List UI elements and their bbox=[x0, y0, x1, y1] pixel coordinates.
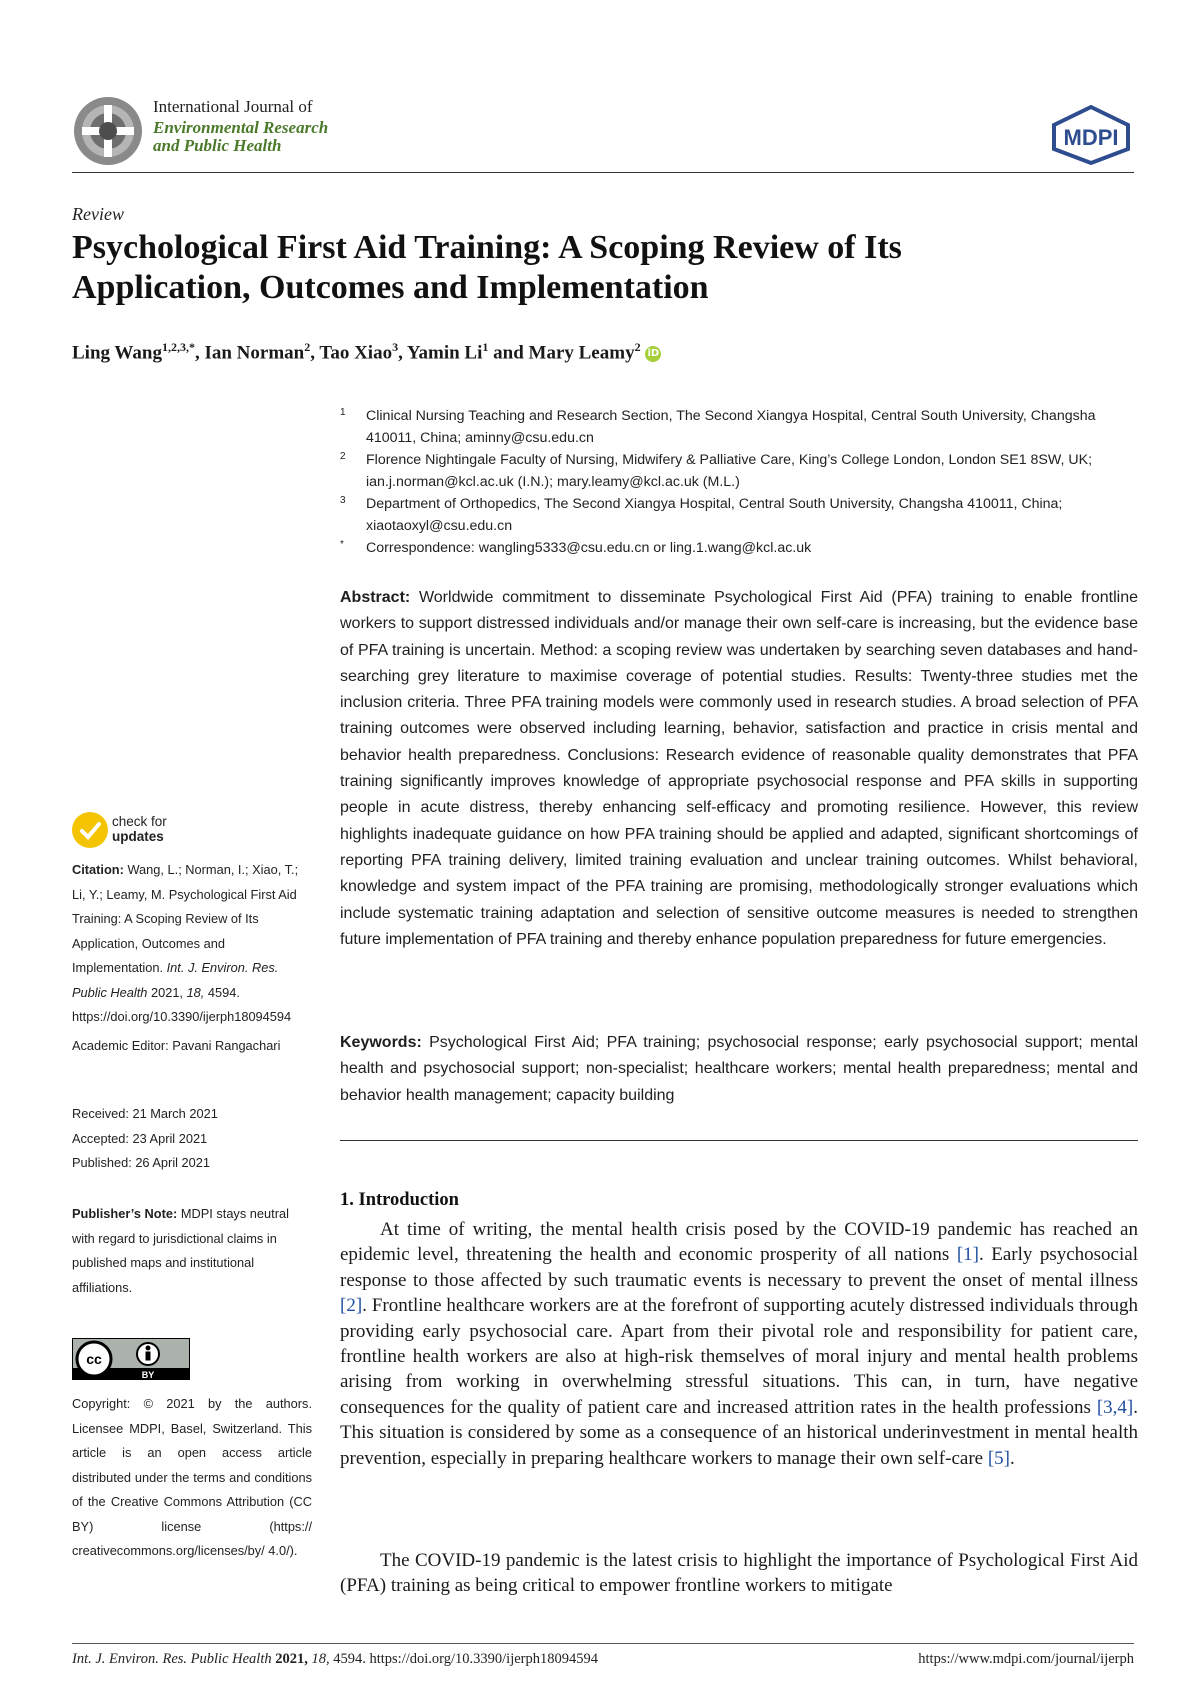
footer-doi-link[interactable]: 4594. https://doi.org/10.3390/ijerph18094594 bbox=[333, 1651, 598, 1667]
affiliation-item bbox=[340, 406, 1140, 449]
citation-link[interactable]: [3,4] bbox=[1096, 1396, 1134, 1418]
author-separator: , bbox=[194, 342, 205, 364]
academic-editor: Academic Editor: Pavani Rangachari bbox=[72, 1038, 281, 1053]
correspondence-text[interactable]: Correspondence: wangling5333@csu.edu.cn or ling.1.wang@kcl.ac.uk bbox=[366, 540, 812, 556]
author-list bbox=[72, 340, 661, 364]
citation-link[interactable]: [5] bbox=[987, 1447, 1010, 1469]
author-affiliation-marker[interactable]: 2 bbox=[304, 340, 311, 354]
cc-license-label: BY bbox=[141, 1370, 155, 1380]
copyright-notice: Copyright: © 2021 by the authors. Licensee MDPI, Basel, Switzerland. This article is an open access article distributed under the terms and conditions of the Creative Commons Attribution (CC BY) license (https:// creativecommons.org/licenses/by/ 4.0/). bbox=[72, 1396, 312, 1558]
affiliation-text: Department of Orthopedics, The Second Xiangya Hospital, Central South University, Changsha 410011, China; xiaotaoxyl@csu.edu.cn bbox=[366, 496, 1063, 534]
svg-text:cc: cc bbox=[86, 1351, 102, 1367]
affiliation-number: 3 bbox=[340, 495, 346, 506]
intro-paragraph bbox=[340, 1217, 1138, 1471]
citation-label: Citation: bbox=[72, 862, 124, 877]
author-separator: and bbox=[488, 342, 529, 364]
publisher-note-text: MDPI stays neutral with regard to jurisdictional claims in published maps and institutional affiliations. bbox=[72, 1206, 289, 1295]
journal-subtitle bbox=[153, 119, 328, 155]
affiliation-item bbox=[340, 494, 1140, 537]
intro-text: . bbox=[1009, 1447, 1015, 1469]
abstract bbox=[340, 585, 1138, 953]
author-name[interactable]: Tao Xiao bbox=[319, 342, 393, 364]
section-divider bbox=[340, 1140, 1138, 1141]
accepted-date: Accepted: 23 April 2021 bbox=[72, 1130, 208, 1146]
author-name[interactable]: Yamin Li bbox=[406, 342, 483, 364]
intro-paragraph: The COVID-19 pandemic is the latest crisis to highlight the importance of Psychological First Aid (PFA) training as being critical to empower frontline workers to mitigate bbox=[340, 1550, 1138, 1597]
citation-link[interactable]: [1] bbox=[956, 1244, 979, 1266]
author-name[interactable]: Ling Wang bbox=[72, 342, 162, 364]
check-updates-line1: check for bbox=[112, 814, 167, 829]
svg-text:MDPI: MDPI bbox=[1063, 125, 1119, 150]
footer-volume: 18, bbox=[311, 1651, 330, 1667]
footer-citation bbox=[72, 1651, 598, 1668]
abstract-label: Abstract: bbox=[340, 589, 411, 606]
keywords bbox=[340, 1030, 1138, 1109]
check-for-updates-label bbox=[112, 814, 167, 844]
correspondence bbox=[340, 538, 1140, 560]
author-separator: , bbox=[398, 342, 407, 364]
publisher-note bbox=[72, 1202, 312, 1300]
check-updates-line2: updates bbox=[112, 829, 164, 844]
publisher-note-label: Publisher’s Note: bbox=[72, 1206, 178, 1221]
cc-by-license-icon[interactable] bbox=[72, 1338, 190, 1380]
intro-text: . Early psychosocial response to those affected by such traumatic events is necessary to prevent the onset of mental illness bbox=[340, 1244, 1138, 1291]
section-heading: 1. Introduction bbox=[340, 1190, 459, 1210]
citation-block bbox=[72, 858, 312, 1030]
citation-journal: Int. J. Environ. Res. Public Health bbox=[72, 960, 279, 1000]
journal-subtitle-line1: Environmental Research bbox=[153, 118, 329, 137]
citation-link[interactable]: [2] bbox=[340, 1295, 363, 1317]
author-separator: , bbox=[310, 342, 320, 364]
author-affiliation-marker[interactable]: 1,2,3,* bbox=[161, 340, 195, 354]
journal-name: International Journal of bbox=[153, 97, 313, 116]
header-divider bbox=[72, 172, 1134, 173]
abstract-text: Worldwide commitment to disseminate Psychological First Aid (PFA) training to enable frontline workers to support distressed individuals and/or manage their own self-care is increasing, but the evidence base of PFA training is uncertain. Method: a scoping review was undertaken by searching seven databases and hand-searching grey literature to maximise coverage of potential studies. Results: Twenty-three studies met the inclusion criteria. Three PFA training models were commonly used in research studies. A broad selection of PFA training outcomes were observed including learning, behavior, satisfaction and practice in crisis mental and behavior health preparedness. Conclusions: Research evidence of reasonable quality demonstrates that PFA training significantly improves knowledge of appropriate psychosocial response and PFA skills in supporting people in acute distress, thereby enhancing self-efficacy and promoting resilience. However, this review highlights inadequate guidance on how PFA training should be applied and adapted, significant shortcomings of reporting PFA training delivery, limited training evaluation and unclear training outcomes. Whilst behavioral, knowledge and system impact of the PFA training are promising, methodologically stronger evaluations which include systematic training adaptation and selection of sensitive outcome measures is needed to strengthen future implementation of PFA training and thereby enhance population preparedness for future emergencies. bbox=[340, 589, 1138, 948]
published-date: Published: 26 April 2021 bbox=[72, 1155, 211, 1170]
check-icon bbox=[72, 812, 108, 848]
publication-dates bbox=[72, 1102, 312, 1176]
keywords-label: Keywords: bbox=[340, 1034, 422, 1051]
citation-year: 2021, bbox=[150, 984, 183, 1000]
intro-text: At time of writing, the mental health crisis posed by the COVID-19 pandemic has reached an epidemic level, threatening the health and economic prosperity of all nations bbox=[340, 1219, 1138, 1266]
affiliation-number: 1 bbox=[340, 407, 346, 418]
affiliation-text: Clinical Nursing Teaching and Research Section, The Second Xiangya Hospital, Central South University, Changsha 410011, China; aminny@csu.edu.cn bbox=[366, 408, 1096, 446]
author-affiliation-marker[interactable]: 2 bbox=[634, 340, 641, 354]
received-date: Received: 21 March 2021 bbox=[72, 1106, 218, 1121]
footer-journal-url[interactable]: https://www.mdpi.com/journal/ijerph bbox=[918, 1651, 1134, 1667]
citation-volume: 18, bbox=[186, 984, 205, 1000]
footer-journal: Int. J. Environ. Res. Public Health bbox=[72, 1651, 272, 1667]
author-name[interactable]: Mary Leamy bbox=[528, 342, 635, 364]
article-type: Review bbox=[72, 204, 124, 224]
intro-text: . Frontline healthcare workers are at the forefront of supporting acutely distressed individuals through providing early psychosocial care. Apart from their pivotal role and responsibility for patient care, frontline health workers are also at high-risk themselves of moral injury and mental health problems arising from working in overwhelming stressful situations. This can, in turn, have negative consequences for the quality of patient care and increased attrition rates in the health professions bbox=[340, 1295, 1138, 1418]
citation-doi-link[interactable]: 4594. https://doi.org/10.3390/ijerph18094594 bbox=[72, 984, 292, 1024]
author-affiliation-marker[interactable]: 3 bbox=[392, 340, 399, 354]
article-title: Psychological First Aid Training: A Scoping Review of Its Application, Outcomes and Implementation bbox=[72, 229, 902, 306]
keywords-text: Psychological First Aid; PFA training; psychosocial response; early psychosocial support; mental health and psychosocial support; non-specialist; healthcare workers; mental health preparedness; mental and behavior health management; capacity building bbox=[340, 1034, 1139, 1104]
affiliation-number: 2 bbox=[340, 451, 346, 462]
affiliation-number: * bbox=[340, 539, 344, 550]
intro-text: . This situation is considered by some as a consequence of an historical underinvestment in mental health prevention, especially in preparing healthcare workers to manage their own self-care bbox=[340, 1396, 1138, 1469]
footer-divider bbox=[72, 1643, 1134, 1644]
author-name[interactable]: Ian Norman bbox=[204, 342, 305, 364]
affiliation-text: Florence Nightingale Faculty of Nursing, Midwifery & Palliative Care, King’s College London, London SE1 8SW, UK; ian.j.norman@kcl.ac.uk (I.N.); mary.leamy@kcl.ac.uk (M.L.) bbox=[366, 452, 1093, 490]
mdpi-logo-icon[interactable] bbox=[1048, 105, 1134, 165]
footer-year: 2021, bbox=[275, 1651, 308, 1667]
orcid-icon[interactable]: iD bbox=[645, 346, 661, 362]
journal-subtitle-line2: and Public Health bbox=[153, 136, 282, 155]
affiliation-item bbox=[340, 450, 1140, 493]
citation-text: Wang, L.; Norman, I.; Xiao, T.; Li, Y.; Leamy, M. Psychological First Aid Training: A Scoping Review of Its Application, Outcomes and Implementation. bbox=[72, 862, 299, 975]
author-affiliation-marker[interactable]: 1 bbox=[482, 340, 489, 354]
journal-logo-icon bbox=[72, 95, 144, 167]
